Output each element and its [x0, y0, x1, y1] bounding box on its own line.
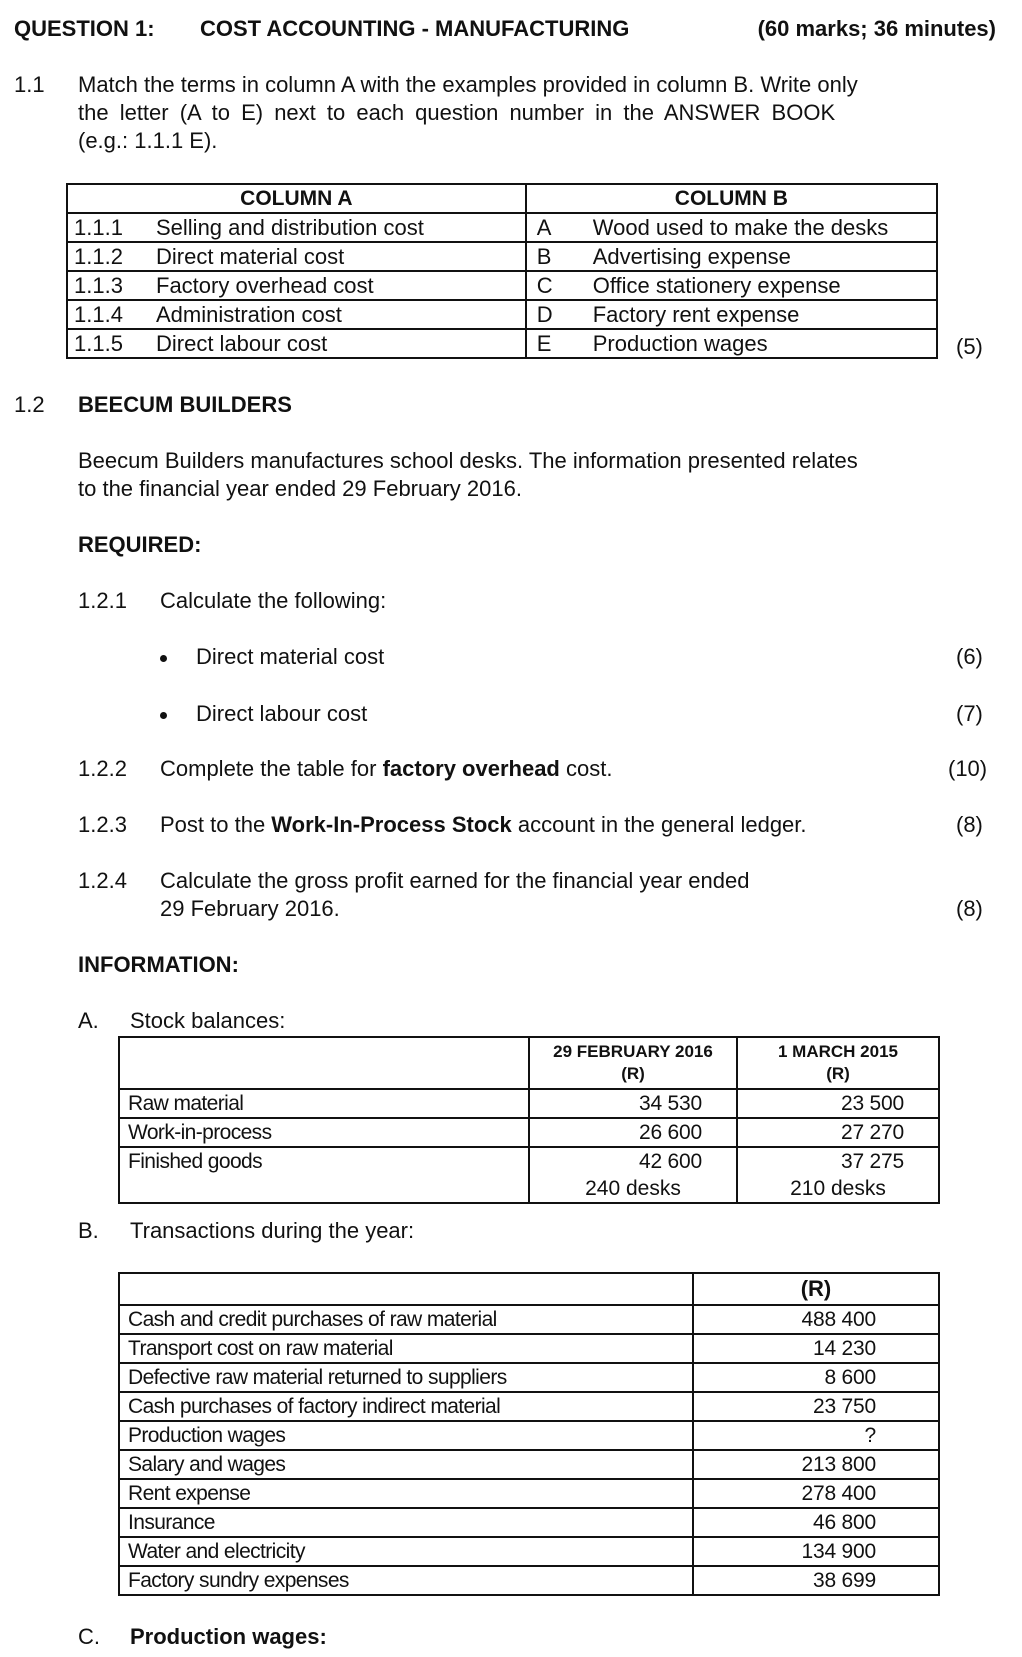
tx-value: 134 900	[693, 1537, 939, 1566]
stock-blank-header	[119, 1037, 529, 1089]
question-number: QUESTION 1:	[14, 16, 155, 41]
q1-1-line3: (e.g.: 1.1.1 E).	[78, 128, 218, 153]
information-heading: INFORMATION:	[78, 952, 239, 977]
table-row	[67, 242, 937, 271]
stock-label: Work-in-process	[119, 1118, 529, 1147]
tx-value: 8 600	[693, 1363, 939, 1392]
example: Production wages	[587, 329, 937, 358]
example-letter: E	[526, 329, 587, 358]
info-b-title: Transactions during the year:	[130, 1218, 415, 1243]
bullet-icon	[160, 655, 167, 662]
stock-value-2015: 27 270	[737, 1118, 939, 1147]
tx-value: 38 699	[693, 1566, 939, 1595]
term-number: 1.1.3	[67, 271, 150, 300]
table-row	[119, 1147, 939, 1175]
stock-value-2016: 26 600	[529, 1118, 737, 1147]
info-a-title: Stock balances:	[130, 1008, 286, 1033]
bullet-direct-material: Direct material cost	[196, 644, 385, 669]
tx-value: 46 800	[693, 1508, 939, 1537]
q1-1-line1: Match the terms in column A with the examples provided in column B. Write only	[78, 72, 858, 97]
info-b-letter: B.	[78, 1218, 99, 1243]
q1-1-marks: (5)	[956, 334, 983, 359]
table-row	[119, 1479, 939, 1508]
example-letter: B	[526, 242, 587, 271]
question-marks: (60 marks; 36 minutes)	[757, 16, 996, 41]
table-row	[119, 1537, 939, 1566]
tx-label: Insurance	[119, 1508, 693, 1537]
tx-value: 278 400	[693, 1479, 939, 1508]
tx-label: Salary and wages	[119, 1450, 693, 1479]
table-row	[119, 1421, 939, 1450]
q1-2-2-post: cost.	[559, 756, 613, 781]
term-number: 1.1.1	[67, 213, 150, 242]
stock-balances-table	[118, 1036, 940, 1204]
bullet1-marks: (6)	[956, 644, 983, 669]
required-heading: REQUIRED:	[78, 532, 202, 557]
col-mar-2015-header	[737, 1037, 939, 1089]
q1-1-line2: the letter (A to E) next to each question number in the ANSWER BOOK	[78, 100, 836, 125]
stock-value-2015: 23 500	[737, 1089, 939, 1118]
example: Office stationery expense	[587, 271, 937, 300]
tx-label: Production wages	[119, 1421, 693, 1450]
example: Factory rent expense	[587, 300, 937, 329]
desks-2016: 240 desks	[529, 1175, 737, 1203]
tx-value: 23 750	[693, 1392, 939, 1421]
column-a-header: COLUMN A	[67, 184, 526, 213]
tx-label: Factory sundry expenses	[119, 1566, 693, 1595]
table-row	[119, 1089, 939, 1118]
q1-2-4-marks: (8)	[956, 896, 983, 921]
table-row	[119, 1450, 939, 1479]
q1-2-4-line2: 29 February 2016.	[160, 896, 340, 921]
intro-line1: Beecum Builders manufactures school desks. The information presented relates	[78, 448, 858, 473]
tx-value: 488 400	[693, 1305, 939, 1334]
table-row	[119, 1175, 939, 1203]
q1-2-3-number: 1.2.3	[78, 812, 127, 837]
info-c-title: Production wages:	[130, 1624, 327, 1649]
tx-value: 14 230	[693, 1334, 939, 1363]
col-feb-2016-header	[529, 1037, 737, 1089]
stock-value-2016: 34 530	[529, 1089, 737, 1118]
table-row	[119, 1363, 939, 1392]
question-title: COST ACCOUNTING - MANUFACTURING	[200, 16, 630, 41]
term: Administration cost	[150, 300, 526, 329]
table-row	[67, 213, 937, 242]
q1-2-1-text: Calculate the following:	[160, 588, 387, 613]
bullet-icon	[160, 712, 167, 719]
q1-2-3-text	[160, 812, 807, 838]
term: Direct material cost	[150, 242, 526, 271]
table-row	[119, 1566, 939, 1595]
table-row	[119, 1392, 939, 1421]
q1-2-2-pre: Complete the table for	[160, 756, 383, 781]
term: Direct labour cost	[150, 329, 526, 358]
bullet2-marks: (7)	[956, 701, 983, 726]
table-row	[67, 271, 937, 300]
tx-unit-header: (R)	[693, 1273, 939, 1305]
table-row	[119, 1118, 939, 1147]
col-mar-2015-label: 1 MARCH 2015	[778, 1042, 898, 1061]
q1-2-2-number: 1.2.2	[78, 756, 127, 781]
q1-2-3-post: account in the general ledger.	[511, 812, 807, 837]
example: Wood used to make the desks	[587, 213, 937, 242]
q1-2-3-bold: Work-In-Process Stock	[271, 812, 512, 837]
q1-2-4-number: 1.2.4	[78, 868, 127, 893]
table-row	[119, 1508, 939, 1537]
q1-2-1-number: 1.2.1	[78, 588, 127, 613]
term: Selling and distribution cost	[150, 213, 526, 242]
tx-label: Defective raw material returned to suppliers	[119, 1363, 693, 1392]
tx-label: Cash and credit purchases of raw material	[119, 1305, 693, 1334]
example-letter: A	[526, 213, 587, 242]
q1-2-3-pre: Post to the	[160, 812, 272, 837]
stock-label: Finished goods	[119, 1147, 529, 1175]
stock-label: Raw material	[119, 1089, 529, 1118]
table-row	[67, 329, 937, 358]
example-letter: C	[526, 271, 587, 300]
stock-blank-cell	[119, 1175, 529, 1203]
matching-table	[66, 183, 938, 359]
tx-value: ?	[693, 1421, 939, 1450]
term-number: 1.1.4	[67, 300, 150, 329]
tx-label: Cash purchases of factory indirect material	[119, 1392, 693, 1421]
stock-value-2015: 37 275	[737, 1147, 939, 1175]
info-a-letter: A.	[78, 1008, 99, 1033]
stock-value-2016: 42 600	[529, 1147, 737, 1175]
table-row	[119, 1334, 939, 1363]
table-row	[67, 300, 937, 329]
tx-label: Transport cost on raw material	[119, 1334, 693, 1363]
tx-value: 213 800	[693, 1450, 939, 1479]
col-mar-2015-unit: (R)	[826, 1064, 850, 1083]
intro-line2: to the financial year ended 29 February 2016.	[78, 476, 522, 501]
term: Factory overhead cost	[150, 271, 526, 300]
q1-2-2-bold: factory overhead	[382, 756, 560, 781]
q1-2-2-marks: (10)	[948, 756, 988, 781]
bullet-direct-labour: Direct labour cost	[196, 701, 368, 726]
term-number: 1.1.5	[67, 329, 150, 358]
term-number: 1.1.2	[67, 242, 150, 271]
q1-2-number: 1.2	[14, 392, 45, 417]
tx-blank-header	[119, 1273, 693, 1305]
company-title: BEECUM BUILDERS	[78, 392, 292, 417]
col-feb-2016-label: 29 FEBRUARY 2016	[553, 1042, 713, 1061]
column-b-header: COLUMN B	[526, 184, 937, 213]
transactions-table	[118, 1272, 940, 1596]
example-letter: D	[526, 300, 587, 329]
example: Advertising expense	[587, 242, 937, 271]
q1-2-4-line1: Calculate the gross profit earned for the financial year ended	[160, 868, 750, 893]
tx-label: Water and electricity	[119, 1537, 693, 1566]
q1-1-number: 1.1	[14, 72, 45, 97]
q1-2-3-marks: (8)	[956, 812, 983, 837]
col-feb-2016-unit: (R)	[621, 1064, 645, 1083]
info-c-letter: C.	[78, 1624, 100, 1649]
desks-2015: 210 desks	[737, 1175, 939, 1203]
q1-2-2-text	[160, 756, 612, 782]
table-row	[119, 1305, 939, 1334]
tx-label: Rent expense	[119, 1479, 693, 1508]
